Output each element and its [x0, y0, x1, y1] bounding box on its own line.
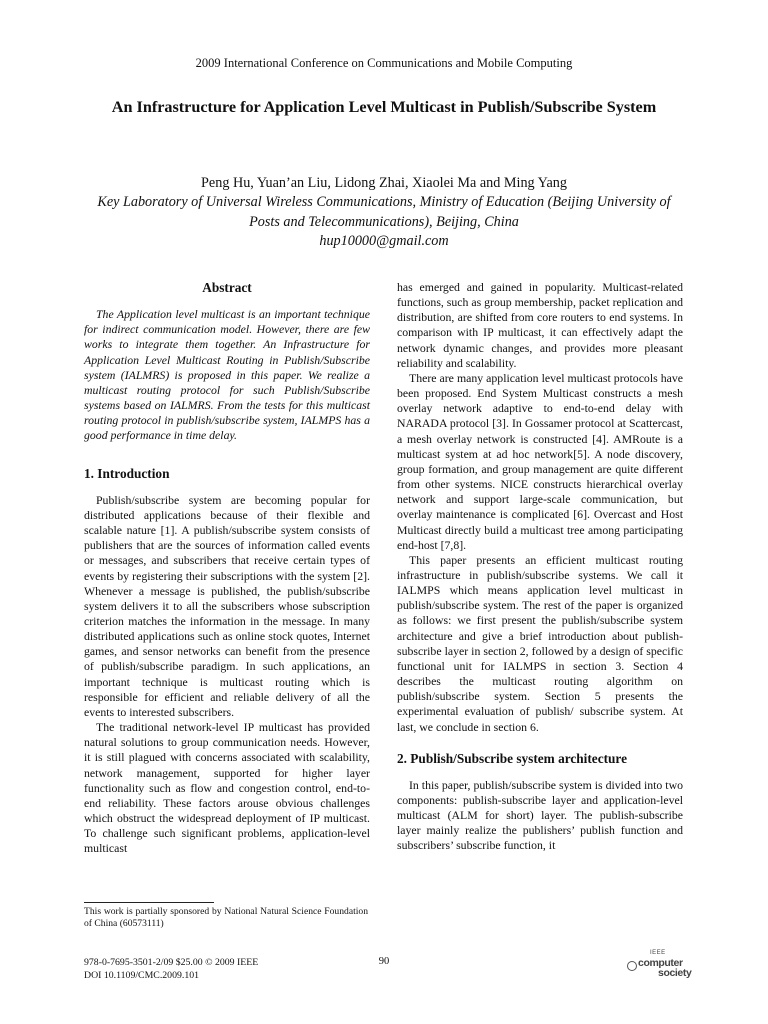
left-column: [84, 280, 370, 856]
doi-line: DOI 10.1109/CMC.2009.101: [84, 970, 200, 981]
footnote: This work is partially sponsored by National Natural Science Foundation of China (60573111): [84, 906, 368, 929]
intro-paragraph-5: This paper presents an efficient multicast routing infrastructure in publish/subscribe systems. We call it IALMPS which means application level multicast in publish/subscribe system. The rest of the paper is organized as follows: we first present the publish/subscribe system architecture and give a brief introduction about publish-subscribe layer in section 2, followed by a design of specific functional unit for IALMPS in section 3. Section 4 describes the multicast routing algorithm on publish/subscribe system. Section 5 presents the experimental evaluation of publish/ subscribe system. At last, we conclude in section 6.: [397, 552, 683, 734]
section-heading-introduction: 1. Introduction: [84, 465, 170, 481]
footnote-rule: [84, 902, 214, 903]
affiliation: [84, 193, 684, 252]
abstract-text: The Application level multicast is an important technique for indirect communication model. However, there are few works to integrate them together. An Infrastructure for Application Level Multicast Routing in Publish/Subscribe system (IALMRS) is proposed in this paper. We realize a multicast routing protocol for such Publish/Subscribe systems based on IALMRS. From the tests for this multicast routing protocol in publish/subscribe system, IALMPS has a good performance in time delay.: [84, 307, 370, 443]
globe-icon: [627, 961, 637, 971]
section-heading-architecture: 2. Publish/Subscribe system architecture: [397, 750, 627, 766]
intro-paragraph-3: has emerged and gained in popularity. Multicast-related functions, such as group membership, packet replication and distribution, are shifted from core routers to end systems. In comparison with IP multicast, it can effectively adapt the network dynamic changes, and provides more pleasant reliability and scalability.: [397, 280, 683, 370]
intro-paragraph-4: There are many application level multicast protocols have been proposed. End System Multicast constructs a mesh overlay network adaptive to end-to-end delay with NARADA protocol [3]. In Gossamer protocol at Scattercast, a mesh overlay network is constructed [4]. AMRoute is a multicast system at ad hoc network[5]. A node discovery, group formation, and group management are quite different from other systems. NICE constructs hierarchical overlay network and support large-scale communication, but overlay maintenance is complicated [6]. Overcast and Host Multicast directly build a multicast tree among participating end-host [7,8].: [397, 370, 683, 552]
logo-society-text: society: [658, 967, 692, 979]
conference-header: 2009 International Conference on Communications and Mobile Computing: [195, 56, 573, 70]
architecture-paragraph-1: In this paper, publish/subscribe system is divided into two components: publish-subscribe layer and application-level multicast (ALM for short) layer. The publish-subscribe layer mainly realize the publishers’ publish function and subscribers’ subscribe function, it: [397, 777, 683, 853]
logo-ieee-text: IEEE: [650, 950, 666, 956]
affiliation-text: Key Laboratory of Universal Wireless Communications, Ministry of Education (Beijing University of Posts and Telecommunications), Beijing, China: [97, 194, 671, 230]
publication-info: [84, 956, 258, 982]
right-column: [397, 280, 683, 854]
ieee-computer-society-logo: [626, 950, 692, 980]
author-email: hup10000@gmail.com: [319, 233, 449, 249]
author-list: Peng Hu, Yuan’an Liu, Lidong Zhai, Xiaolei Ma and Ming Yang: [201, 175, 567, 191]
intro-paragraph-1: Publish/subscribe system are becoming popular for distributed applications because of their flexible and scalable nature [1]. A publish/subscribe system consists of publishers that are the sources of information called events or messages, and subscribers that receive certain types of events by registering their subscriptions with the system [2]. Whenever a message is published, the publish/subscribe system delivers it to all the subscribers whose subscription criterion matches the information in the message. In many distributed applications such as online stock quotes, Internet games, and sensor networks can benefit from the presence of publish/subscribe paradigm. In such applications, an important technique is multicast routing which is responsible for efficient and reliable delivery of all the events to interested subscribers.: [84, 492, 370, 719]
paper-title: An Infrastructure for Application Level Multicast in Publish/Subscribe System: [111, 98, 657, 116]
isbn-line: 978-0-7695-3501-2/09 $25.00 © 2009 IEEE: [84, 957, 259, 968]
abstract-heading: Abstract: [202, 280, 252, 295]
page-number: 90: [378, 956, 390, 967]
intro-paragraph-2: The traditional network-level IP multicast has provided natural solutions to group communication needs. However, it is still plagued with concerns associated with scalability, network management, supported for higher layer functionality such as flow and congestion control, end-to-end reliability. These factors arouse obvious challenges which obstruct the widespread deployment of IP multicast. To challenge such significant problems, application-level multicast: [84, 720, 370, 856]
logo-computer-text: computer: [638, 957, 683, 969]
